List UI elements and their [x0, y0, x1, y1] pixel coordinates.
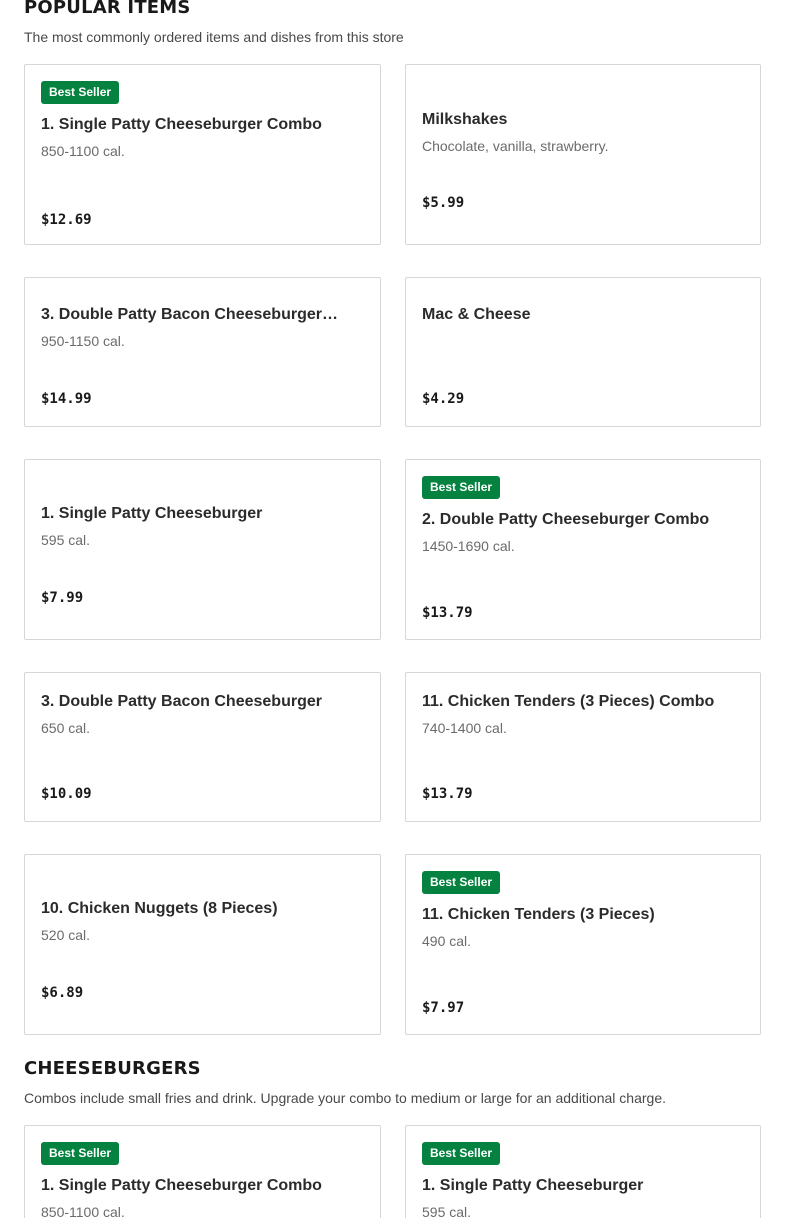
item-name: 3. Double Patty Bacon Cheeseburger…: [41, 306, 338, 323]
item-price: $10.09: [41, 786, 92, 802]
menu-item-card[interactable]: [24, 672, 381, 822]
item-name: Mac & Cheese: [422, 306, 531, 323]
best-seller-badge: Best Seller: [422, 871, 500, 894]
item-price: $7.99: [41, 590, 84, 606]
best-seller-badge: Best Seller: [422, 476, 500, 499]
menu-item-card[interactable]: [24, 1125, 381, 1218]
item-calories: 595 cal.: [41, 532, 91, 548]
item-name: 10. Chicken Nuggets (8 Pieces): [41, 900, 278, 917]
item-calories: 520 cal.: [41, 927, 91, 943]
item-name: 1. Single Patty Cheeseburger Combo: [41, 116, 322, 133]
best-seller-badge: Best Seller: [41, 81, 119, 104]
item-name: 1. Single Patty Cheeseburger: [41, 505, 263, 522]
item-name: 11. Chicken Tenders (3 Pieces): [422, 906, 655, 923]
item-price: $13.79: [422, 786, 473, 802]
item-name: 11. Chicken Tenders (3 Pieces) Combo: [422, 693, 715, 710]
item-name: 3. Double Patty Bacon Cheeseburger: [41, 693, 322, 710]
menu-item-card[interactable]: [24, 64, 381, 245]
menu-item-card[interactable]: [405, 64, 761, 245]
item-name: Milkshakes: [422, 111, 508, 128]
item-name: 1. Single Patty Cheeseburger Combo: [41, 1177, 322, 1194]
popular-items-grid: [24, 64, 761, 1035]
item-price: $4.29: [422, 391, 465, 407]
item-calories: 850-1100 cal.: [41, 1204, 125, 1218]
menu-item-card[interactable]: [24, 854, 381, 1035]
popular-items-heading: POPULAR ITEMS: [24, 0, 191, 18]
item-name: 2. Double Patty Cheeseburger Combo: [422, 511, 710, 528]
menu-item-card[interactable]: [405, 854, 761, 1035]
item-calories: 1450-1690 cal.: [422, 538, 515, 554]
best-seller-badge: Best Seller: [41, 1142, 119, 1165]
best-seller-badge: Best Seller: [422, 1142, 500, 1165]
item-calories: 950-1150 cal.: [41, 333, 125, 349]
item-price: $6.89: [41, 985, 84, 1001]
popular-items-subtitle: The most commonly ordered items and dishes from this store: [24, 29, 404, 45]
cheeseburgers-subtitle: Combos include small fries and drink. Upgrade your combo to medium or large for an additional charge.: [24, 1090, 666, 1106]
cheeseburgers-grid: [24, 1125, 761, 1218]
menu-item-card[interactable]: [24, 459, 381, 640]
menu-item-card[interactable]: [405, 672, 761, 822]
menu-item-card[interactable]: [405, 277, 761, 427]
item-price: $12.69: [41, 212, 92, 228]
menu-item-card[interactable]: [24, 277, 381, 427]
item-calories: 650 cal.: [41, 720, 91, 736]
item-calories: 595 cal.: [422, 1204, 472, 1218]
item-calories: 740-1400 cal.: [422, 720, 507, 736]
item-name: 1. Single Patty Cheeseburger: [422, 1177, 644, 1194]
item-description: Chocolate, vanilla, strawberry.: [422, 138, 609, 154]
item-calories: 490 cal.: [422, 933, 472, 949]
menu-item-card[interactable]: [405, 1125, 761, 1218]
item-price: $13.79: [422, 605, 473, 621]
item-price: $5.99: [422, 195, 465, 211]
item-price: $7.97: [422, 1000, 465, 1016]
cheeseburgers-heading: CHEESEBURGERS: [24, 1058, 201, 1079]
menu-item-card[interactable]: [405, 459, 761, 640]
item-calories: 850-1100 cal.: [41, 143, 125, 159]
item-price: $14.99: [41, 391, 92, 407]
